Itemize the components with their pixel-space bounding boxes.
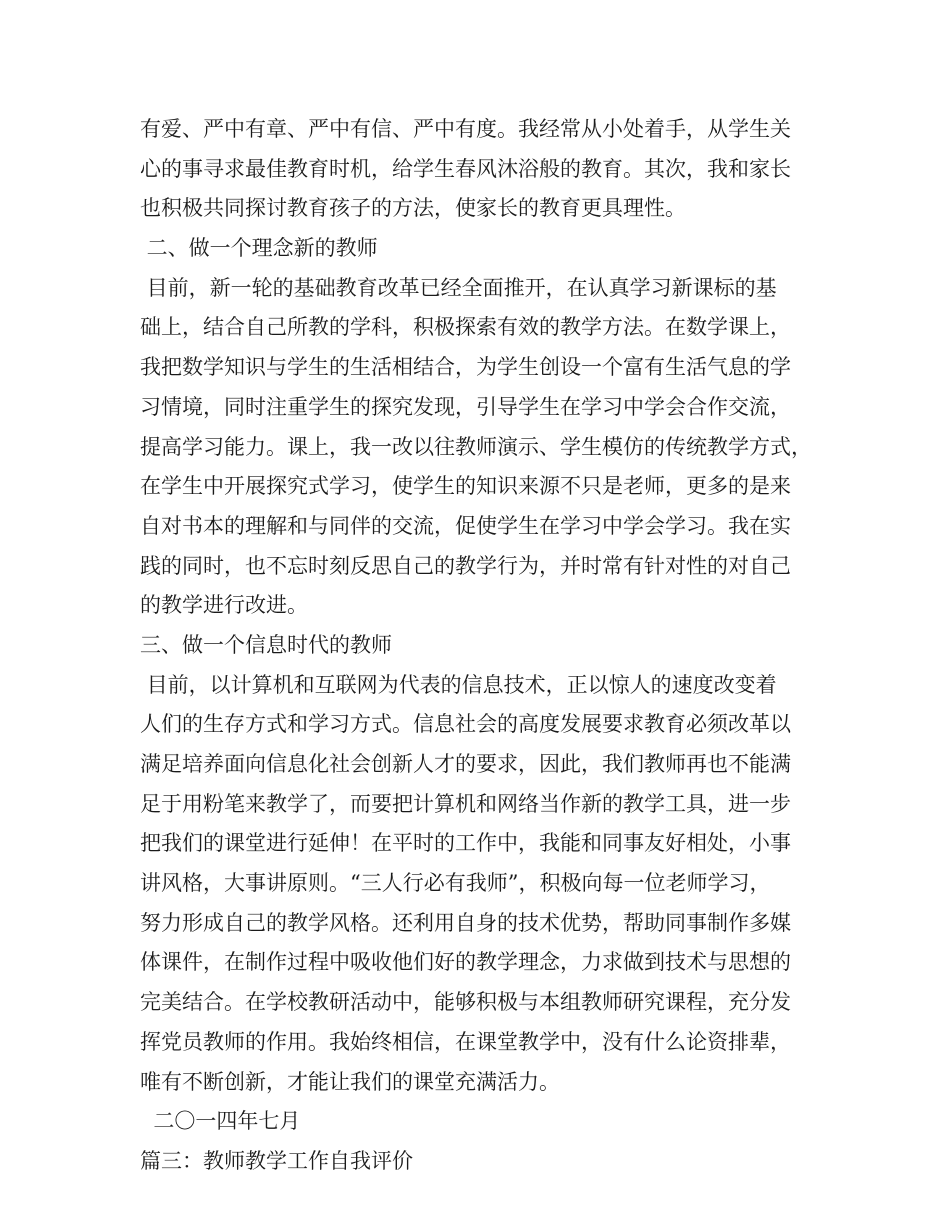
paragraph-line: 心的事寻求最佳教育时机，给学生春风沐浴般的教育。其次，我和家长 — [140, 156, 791, 181]
document-body — [140, 110, 830, 1182]
paragraph-line: 挥党员教师的作用。我始终相信，在课堂教学中，没有什么论资排辈， — [140, 1029, 791, 1054]
paragraph-line: 满足培养面向信息化社会创新人才的要求，因此，我们教师再也不能满 — [140, 752, 791, 776]
paragraph-line: 讲风格，大事讲原则。“三人行必有我师”，积极向每一位老师学习， — [140, 871, 771, 896]
paragraph-line: 础上，结合自己所教的学科，积极探索有效的教学方法。在数学课上， — [140, 315, 791, 340]
paragraph-line: 提高学习能力。课上，我一改以往教师演示、学生模仿的传统教学方式， — [140, 434, 812, 459]
paragraph-line: 也积极共同探讨教育孩子的方法，使家长的教育更具理性。 — [140, 196, 686, 221]
chapter-heading: 篇三：教师教学工作自我评价 — [140, 1148, 413, 1173]
paragraph-line: 把我们的课堂进行延伸！在平时的工作中，我能和同事友好相处，小事 — [140, 831, 791, 856]
paragraph-line: 践的同时，也不忘时刻反思自己的教学行为，并时常有针对性的对自己 — [140, 553, 791, 578]
section-heading: 二、做一个理念新的教师 — [140, 236, 378, 261]
date-line: 二〇一四年七月 — [140, 1109, 301, 1134]
paragraph-line: 有爱、严中有章、严中有信、严中有度。我经常从小处着手，从学生关 — [140, 117, 791, 141]
paragraph-line: 唯有不断创新，才能让我们的课堂充满活力。 — [140, 1069, 560, 1094]
paragraph-line: 努力形成自己的教学风格。还利用自身的技术优势，帮助同事制作多媒 — [140, 910, 791, 935]
paragraph-line: 自对书本的理解和与同伴的交流，促使学生在学习中学会学习。我在实 — [140, 513, 791, 538]
paragraph-line: 足于用粉笔来教学了，而要把计算机和网络当作新的教学工具，进一步 — [140, 791, 791, 816]
paragraph-line: 习情境，同时注重学生的探究发现，引导学生在学习中学会合作交流， — [140, 394, 791, 419]
section-heading: 三、做一个信息时代的教师 — [140, 632, 392, 657]
paragraph-line: 目前，以计算机和互联网为代表的信息技术，正以惊人的速度改变着 — [140, 672, 777, 697]
paragraph-line: 目前，新一轮的基础教育改革已经全面推开，在认真学习新课标的基 — [140, 275, 777, 300]
paragraph-line: 我把数学知识与学生的生活相结合，为学生创设一个富有生活气息的学 — [140, 355, 791, 380]
paragraph-line: 的教学进行改进。 — [140, 593, 308, 618]
paragraph-line: 人们的生存方式和学习方式。信息社会的高度发展要求教育必须改革以 — [140, 712, 791, 737]
paragraph-line: 完美结合。在学校教研活动中，能够积极与本组教师研究课程，充分发 — [140, 990, 791, 1015]
paragraph-line: 在学生中开展探究式学习，使学生的知识来源不只是老师，更多的是来 — [140, 474, 791, 499]
paragraph-line: 体课件，在制作过程中吸收他们好的教学理念，力求做到技术与思想的 — [140, 950, 791, 975]
